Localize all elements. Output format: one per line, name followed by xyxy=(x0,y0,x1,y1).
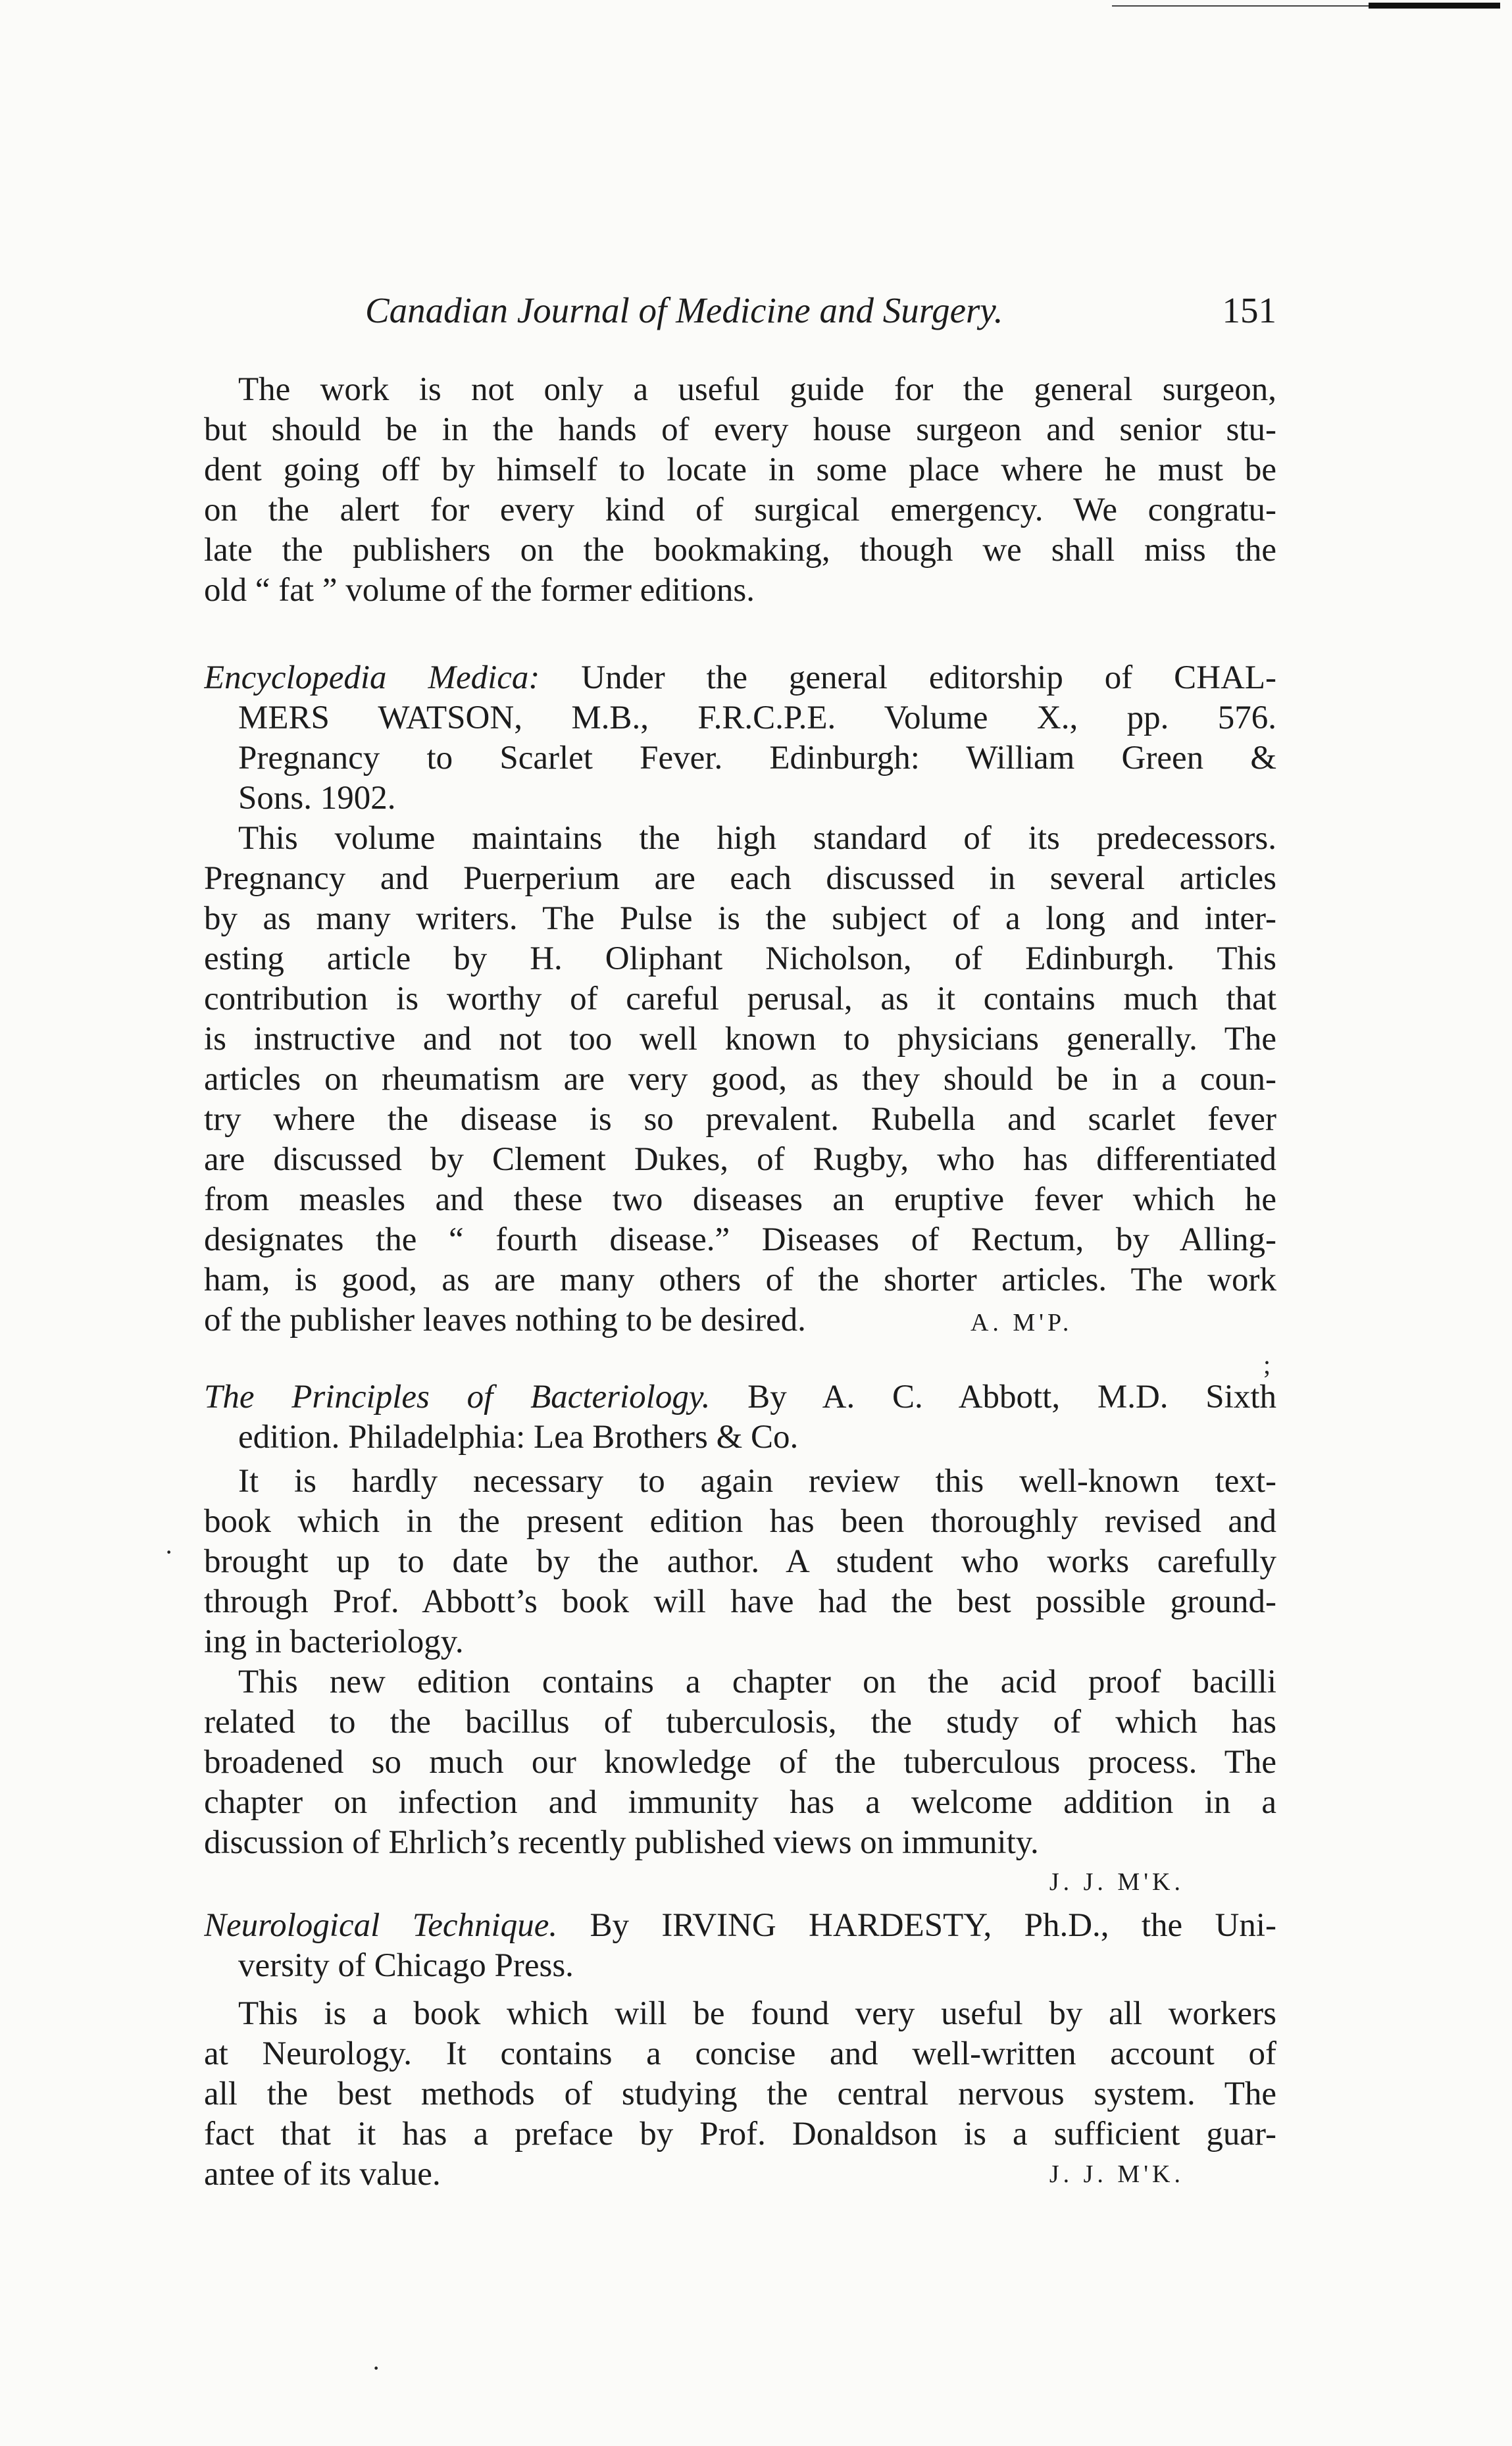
text-line: late the publishers on the bookmaking, though we shall miss the xyxy=(204,532,1276,569)
text-line: The work is not only a useful guide for the general surgeon, xyxy=(238,371,1276,408)
text-line: old “ fat ” volume of the former editions. xyxy=(204,572,755,609)
review-heading-line xyxy=(204,1906,1276,1946)
book-title: Neurological Technique. xyxy=(204,1907,558,1944)
heading-text: By IRVING HARDESTY, Ph.D., the Uni- xyxy=(557,1907,1276,1944)
margin-dot: · xyxy=(164,1537,174,1567)
text-line: esting article by H. Oliphant Nicholson, of Edinburgh. This xyxy=(204,940,1276,977)
heading-text: By A. C. Abbott, M.D. Sixth xyxy=(710,1379,1276,1415)
text-line: is instructive and not too well known to physicians generally. The xyxy=(204,1021,1276,1057)
intro-paragraph xyxy=(204,370,1276,611)
text-line: from measles and these two diseases an eruptive fever which he xyxy=(204,1181,1276,1218)
book-title: Encyclopedia Medica: xyxy=(204,659,540,696)
text-line: discussion of Ehrlich’s recently published views on immunity. xyxy=(204,1824,1039,1861)
review-heading-line: Pregnancy to Scarlet Fever. Edinburgh: William Green & xyxy=(238,740,1276,777)
text-line: through Prof. Abbott’s book will have had the best possible ground- xyxy=(204,1583,1276,1620)
book-title: The Principles of Bacteriology. xyxy=(204,1379,711,1415)
text-line: book which in the present edition has been thoroughly revised and xyxy=(204,1503,1276,1540)
review-heading-line: edition. Philadelphia: Lea Brothers & Co. xyxy=(238,1419,799,1456)
text-line: brought up to date by the author. A student who works carefully xyxy=(204,1543,1276,1580)
reviewer-signature: J. J. M'K. xyxy=(1049,2160,1184,2188)
text-line: on the alert for every kind of surgical emergency. We congratu- xyxy=(204,492,1276,528)
margin-mark: ; xyxy=(1263,1350,1271,1379)
text-line: broadened so much our knowledge of the tuberculous process. The xyxy=(204,1744,1276,1781)
text-line: ham, is good, as are many others of the shorter articles. The work xyxy=(204,1261,1276,1298)
text-line: This volume maintains the high standard of its predecessors. xyxy=(238,820,1276,857)
text-line: articles on rheumatism are very good, as they should be in a coun- xyxy=(204,1061,1276,1098)
text-line: by as many writers. The Pulse is the subject of a long and inter- xyxy=(204,900,1276,937)
text-line: at Neurology. It contains a concise and well-written account of xyxy=(204,2035,1276,2072)
top-rule-thick xyxy=(1369,3,1500,9)
text-line: designates the “ fourth disease.” Diseases of Rectum, by Alling- xyxy=(204,1221,1276,1258)
text-line: Pregnancy and Puerperium are each discussed in several articles xyxy=(204,860,1276,897)
page-header xyxy=(197,290,1276,342)
text-line: contribution is worthy of careful perusal, as it contains much that xyxy=(204,981,1276,1017)
signature-line xyxy=(204,1863,1276,1896)
text-line xyxy=(204,2154,1276,2195)
text-line: are discussed by Clement Dukes, of Rugby, who has differentiated xyxy=(204,1141,1276,1178)
margin-dot: · xyxy=(372,2353,381,2383)
text-line: It is hardly necessary to again review this well-known text- xyxy=(238,1463,1276,1500)
page-number: 151 xyxy=(1222,290,1276,330)
text-line: dent going off by himself to locate in some place where he must be xyxy=(204,451,1276,488)
text-line: try where the disease is so prevalent. Rubella and scarlet fever xyxy=(204,1101,1276,1138)
text-line: fact that it has a preface by Prof. Donaldson is a sufficient guar- xyxy=(204,2116,1276,2153)
text-line: chapter on infection and immunity has a welcome addition in a xyxy=(204,1784,1276,1821)
closing-text: antee of its value. xyxy=(204,2156,441,2193)
text-line: all the best methods of studying the central nervous system. The xyxy=(204,2076,1276,2112)
text-line: This new edition contains a chapter on the acid proof bacilli xyxy=(238,1664,1276,1700)
text-line: ing in bacteriology. xyxy=(204,1623,464,1660)
review-heading-line: MERS WATSON, M.B., F.R.C.P.E. Volume X., pp. 576. xyxy=(238,700,1276,736)
reviewer-signature: A. M'P. xyxy=(970,1309,1073,1337)
text-line: but should be in the hands of every house surgeon and senior stu- xyxy=(204,411,1276,448)
review-heading-line: Sons. 1902. xyxy=(238,780,396,817)
text-line xyxy=(204,1300,1276,1340)
review-heading-line xyxy=(204,1377,1276,1417)
review-heading-line: versity of Chicago Press. xyxy=(238,1947,574,1984)
review-heading-line xyxy=(204,658,1276,698)
review-principles-of-bacteriology xyxy=(204,1377,1276,1896)
running-title: Canadian Journal of Medicine and Surgery. xyxy=(365,290,1003,330)
text-line: related to the bacillus of tuberculosis, the study of which has xyxy=(204,1704,1276,1741)
reviewer-signature: J. J. M'K. xyxy=(1049,1868,1184,1896)
text-line: This is a book which will be found very useful by all workers xyxy=(238,1995,1276,2032)
heading-text: Under the general editorship of CHAL- xyxy=(540,659,1276,696)
review-encyclopedia-medica xyxy=(204,658,1276,1340)
review-neurological-technique xyxy=(204,1906,1276,2195)
closing-text: of the publisher leaves nothing to be desired. xyxy=(204,1302,806,1338)
